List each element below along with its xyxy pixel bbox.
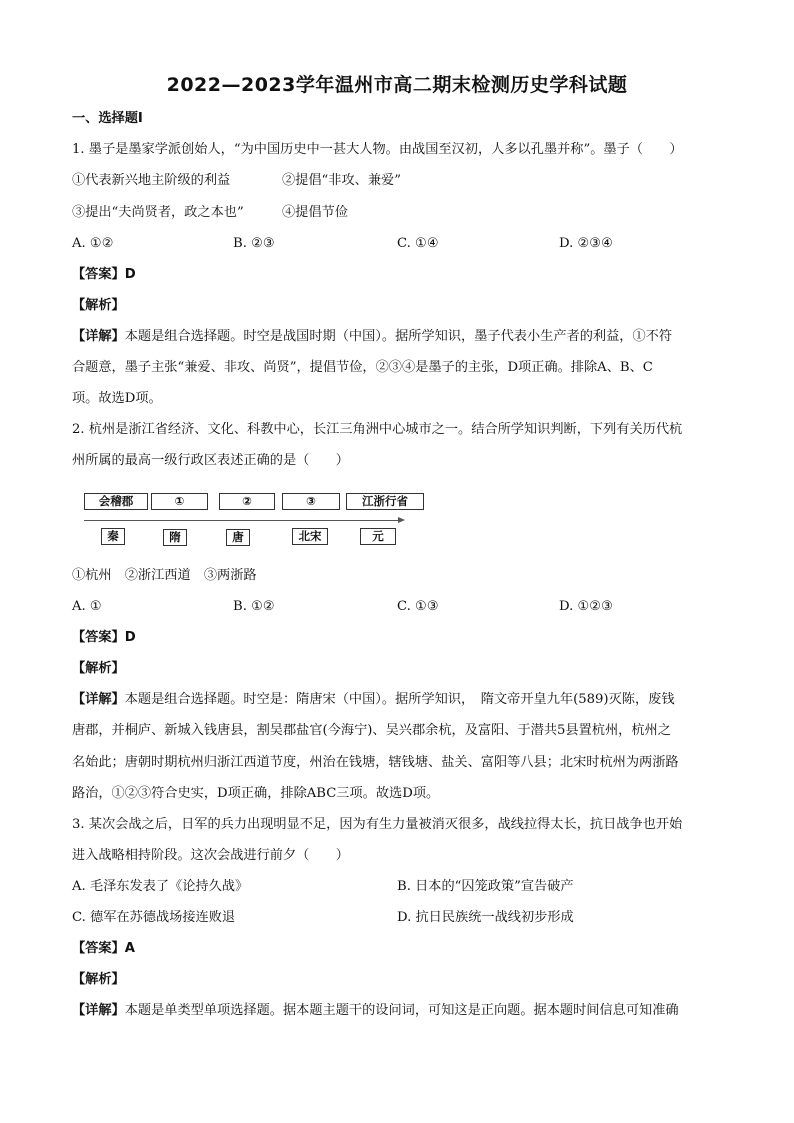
q1-stem: 1. 墨子是墨家学派创始人，“为中国历史中一甚大人物。由战国至汉初，人多以孔墨并称”。墨子（ ） <box>72 142 683 157</box>
q3-detail-text-1: 本题是单类型单项选择题。据本题主题干的设问词，可知这是正向题。据本题时间信息可知准确 <box>124 1003 679 1018</box>
q2-items: ①杭州 ②浙江西道 ③两浙路 <box>72 568 257 583</box>
q1-answer: 【答案】D <box>72 267 136 282</box>
diagram-bottom-box-3: 唐 <box>226 529 250 546</box>
q1-analysis-label: 【解析】 <box>72 298 125 313</box>
diagram-top-box-2: ① <box>151 493 208 510</box>
q3-stem-line-2: 进入战略相持阶段。这次会战进行前夕（ ） <box>72 848 349 863</box>
diagram-bottom-box-1: 秦 <box>101 528 125 545</box>
diagram-top-box-5: 江浙行省 <box>346 493 424 510</box>
q2-detail-label: 【详解】 <box>72 692 125 707</box>
diagram-top-box-1: 会稽郡 <box>84 493 148 510</box>
q2-option-a: A. ① <box>72 599 102 614</box>
q1-detail-text-1: 本题是组合选择题。时空是战国时期（中国）。据所学知识，墨子代表小生产者的利益，①不符 <box>124 329 673 344</box>
diagram-top-box-3: ② <box>219 493 275 510</box>
q1-detail-label: 【详解】 <box>72 329 125 344</box>
q3-analysis-label: 【解析】 <box>72 972 125 987</box>
timeline-arrow-head-icon <box>398 517 405 523</box>
diagram-bottom-box-5: 元 <box>360 528 396 545</box>
q3-option-b: B. 日本的“囚笼政策”宣告破产 <box>397 879 574 894</box>
q3-detail-line-1 <box>72 1003 679 1019</box>
q2-detail-line-3: 名始此；唐朝时期杭州归浙江西道节度，州治在钱塘，辖钱塘、盐关、富阳等八县；北宋时杭州为两浙路 <box>72 755 679 770</box>
q2-option-c: C. ①③ <box>397 599 439 614</box>
q2-option-d: D. ①②③ <box>559 599 613 614</box>
q1-detail-line-1 <box>72 329 672 345</box>
q2-detail-line-2: 唐郡，并桐庐、新城入钱唐县，割吴郡盐官(今海宁)、吴兴郡余杭，及富阳、于潜共5县置杭州，杭州之 <box>72 723 671 738</box>
q1-item-4: ④提倡节俭 <box>282 205 348 220</box>
q3-detail-label: 【详解】 <box>72 1003 125 1018</box>
q1-detail-line-2: 合题意，墨子主张“兼爱、非攻、尚贤”，提倡节俭，②③④是墨子的主张，D项正确。排除A、B、C <box>72 360 653 375</box>
q2-analysis-label: 【解析】 <box>72 661 125 676</box>
q2-detail-text-1: 本题是组合选择题。时空是：隋唐宋（中国）。据所学知识， 隋文帝开皇九年(589)灭陈，废钱 <box>124 692 675 707</box>
diagram-bottom-box-4: 北宋 <box>292 528 328 545</box>
q1-detail-line-3: 项。故选D项。 <box>72 391 162 406</box>
q1-option-a: A. ①② <box>72 236 114 251</box>
page-title: 2022—2023学年温州市高二期末检测历史学科试题 <box>166 74 628 96</box>
q2-answer: 【答案】D <box>72 630 136 645</box>
q1-item-1: ①代表新兴地主阶级的利益 <box>72 173 231 188</box>
diagram-top-box-4: ③ <box>282 493 340 510</box>
section-heading: 一、选择题Ⅰ <box>72 111 143 126</box>
q2-stem-line-1: 2. 杭州是浙江省经济、文化、科教中心，长江三角洲中心城市之一。结合所学知识判断，下列有关历代杭 <box>72 422 683 437</box>
diagram-bottom-box-2: 隋 <box>163 529 187 546</box>
q3-answer: 【答案】A <box>72 941 135 956</box>
q2-detail-line-4: 路治，①②③符合史实，D项正确，排除ABC三项。故选D项。 <box>72 786 440 801</box>
q1-item-3: ③提出“夫尚贤者，政之本也” <box>72 205 244 220</box>
q1-option-d: D. ②③④ <box>559 236 613 251</box>
q3-option-c: C. 德军在苏德战场接连败退 <box>72 910 236 925</box>
q3-stem-line-1: 3. 某次会战之后，日军的兵力出现明显不足，因为有生力量被消灭很多，战线拉得太长，抗日战争也开始 <box>72 817 683 832</box>
timeline-arrow-line <box>84 520 400 521</box>
q1-item-2: ②提倡“非攻、兼爱” <box>282 173 401 188</box>
q2-detail-line-1 <box>72 692 675 708</box>
q1-option-c: C. ①④ <box>397 236 439 251</box>
q2-option-b: B. ①② <box>233 599 275 614</box>
q1-option-b: B. ②③ <box>233 236 275 251</box>
q3-option-a: A. 毛泽东发表了《论持久战》 <box>72 879 249 894</box>
q3-option-d: D. 抗日民族统一战线初步形成 <box>397 910 574 925</box>
q2-stem-line-2: 州所属的最高一级行政区表述正确的是（ ） <box>72 453 349 468</box>
